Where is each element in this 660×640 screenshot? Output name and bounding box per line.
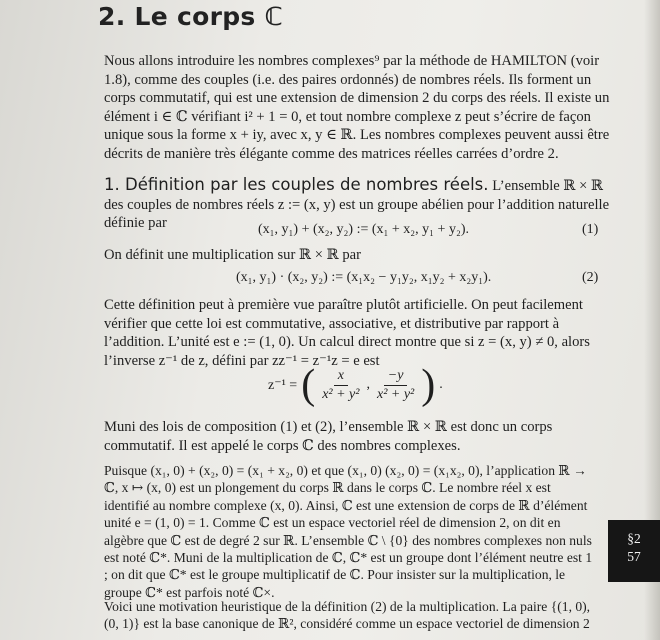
multiplication-intro: On définit une multiplication sur ℝ × ℝ par	[104, 247, 362, 263]
definition-paragraph: Cette définition peut à première vue paraître plutôt artificielle. On peut facilement vérifier que cette loi est commutative, associative, et distributive par rapport à l’addition. L’unité est e := (1, 0). Un calcul direct montre que si z = (x, y) ≠ 0, alors l’inverse z⁻¹ de z, défini par zz⁻¹ = z⁻¹z = e est	[104, 297, 590, 369]
side-tab-page: 57	[627, 549, 641, 564]
formula-end: .	[439, 377, 443, 392]
inverse-formula	[268, 362, 443, 408]
section-title: 2. Le corps ℂ	[98, 2, 284, 31]
side-tab-section: §2	[627, 531, 641, 546]
inverse-lhs: z⁻¹ =	[268, 377, 298, 393]
equation-1-number: (1)	[582, 222, 599, 237]
intro-paragraph: Nous allons introduire les nombres complexes⁹ par la méthode de HAMILTON (voir 1.8), comme des couples (i.e. des paires ordonnés) de nombres réels. Ils forment un corps commutatif, qui est une extension de dimension 2 du corps des réels. Il existe un élément i ∈ ℂ vérifiant i² + 1 = 0, et tout nombre complexe z peut s’écrire de façon unique sous la forme x + iy, avec x, y ∈ ℝ. Les nombres complexes peuvent aussi être décrits de manière très élégante comme des matrices réelles carrées d’ordre 2.	[104, 53, 610, 162]
left-paren: (	[301, 362, 316, 408]
fraction-1	[319, 368, 362, 403]
fraction-2	[374, 368, 417, 403]
corps-paragraph: Muni des lois de composition (1) et (2), l’ensemble ℝ × ℝ est donc un corps commutatif. Il est appelé le corps ℂ des nombres complexes.	[104, 419, 553, 454]
equation-1: (x₁, y₁) + (x₂, y₂) := (x₁ + x₂, y₁ + y₂).	[258, 222, 469, 237]
equation-2-number: (2)	[582, 270, 599, 285]
puisque-paragraph: Puisque (x₁, 0) + (x₂, 0) = (x₁ + x₂, 0) et que (x₁, 0) (x₂, 0) = (x₁x₂, 0), l’application ℝ → ℂ, x ↦ (x, 0) est un plongement du corps ℝ dans le corps ℂ. Le nombre réel x est identifié au nombre complexe (x, 0). Ainsi, ℂ est une extension de corps de ℝ d’élément unité e = (1, 0) = 1. Comme ℂ est un espace vectoriel réel de dimension 2, on dit en algèbre que ℂ est de degré 2 sur ℝ. L’ensemble ℂ \ {0} des nombres complexes non nuls est noté ℂ*. Muni de la multiplication de ℂ, ℂ* est un groupe dont l’élément neutre est 1 ; on dit que ℂ* est le groupe multiplicatif de ℂ. Pour insister sur la multiplication, le groupe ℂ* est parfois noté ℂ×.	[104, 463, 593, 600]
fraction-separator: ,	[366, 377, 370, 392]
fraction-1-denominator: x² + y²	[322, 386, 360, 402]
voici-paragraph: Voici une motivation heuristique de la définition (2) de la multiplication. La paire {(1, 0), (0, 1)} est la base canonique de ℝ², considéré comme un espace vectoriel de dimension 2	[104, 599, 591, 632]
equation-2: (x₁, y₁) · (x₂, y₂) := (x₁x₂ − y₁y₂, x₁y₂ + x₂y₁).	[236, 270, 492, 285]
right-paren: )	[421, 362, 436, 408]
fraction-2-numerator: −y	[384, 368, 408, 386]
section-side-tab	[608, 520, 660, 582]
subsection-text: L’ensemble ℝ × ℝ des couples de nombres réels z := (x, y) est un groupe abélien pour l’addition naturelle définie par	[104, 178, 610, 232]
fraction-1-numerator: x	[334, 368, 348, 386]
subsection-heading: 1. Définition par les couples de nombres réels.	[104, 175, 489, 194]
fraction-2-denominator: x² + y²	[376, 386, 415, 402]
